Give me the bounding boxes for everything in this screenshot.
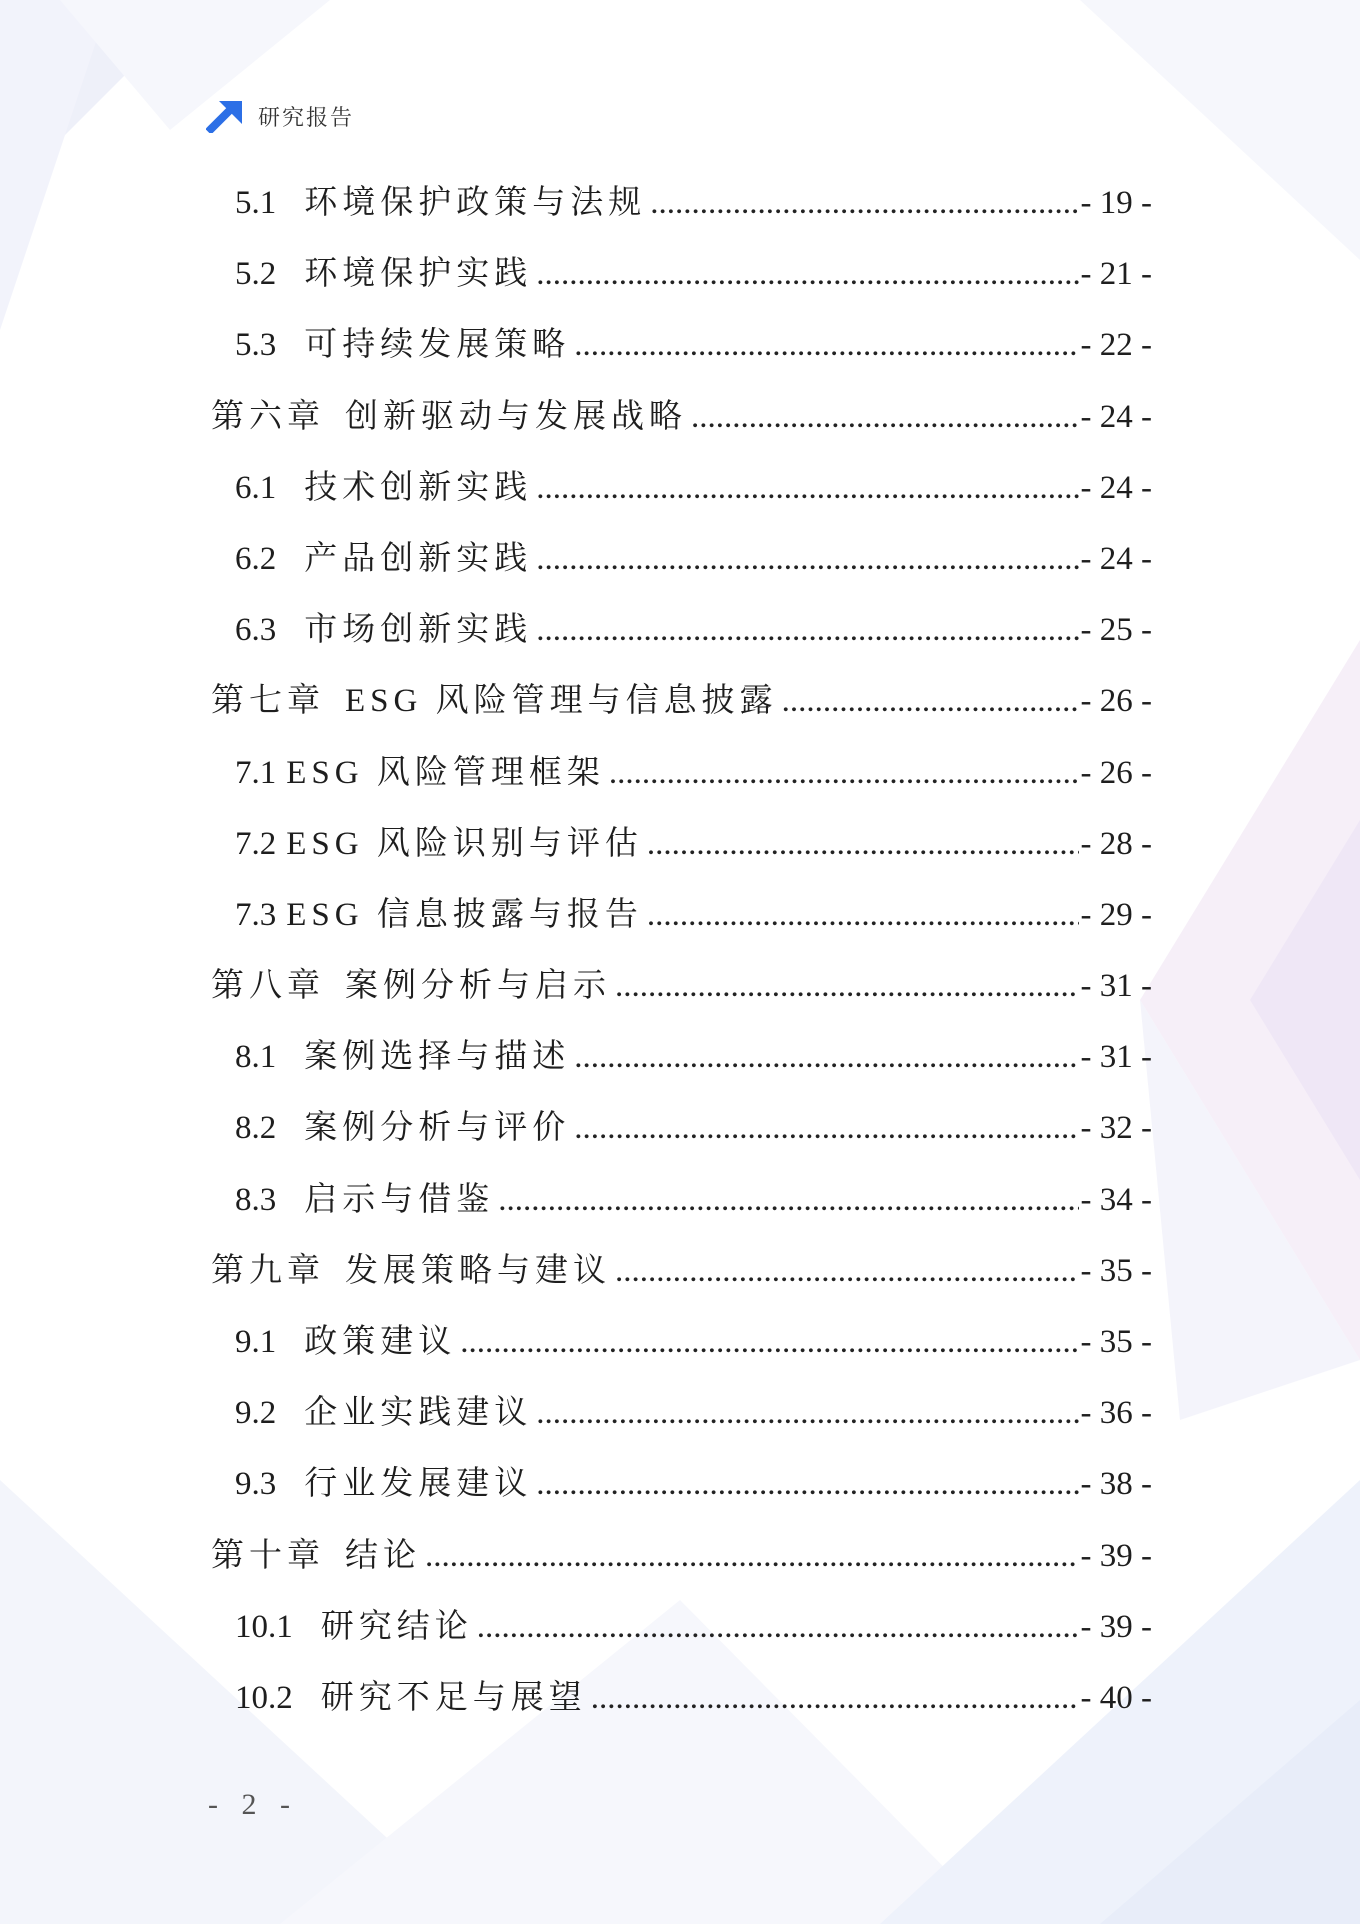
toc-entry-title: ESG 风险管理框架 bbox=[286, 754, 605, 791]
toc-section-entry bbox=[211, 738, 1152, 809]
dot-leader bbox=[609, 738, 1079, 809]
dot-leader bbox=[615, 1236, 1079, 1307]
toc-chapter-entry bbox=[211, 666, 1152, 737]
toc-section-entry bbox=[211, 1663, 1152, 1734]
toc-section-entry bbox=[211, 453, 1152, 524]
dot-leader bbox=[591, 1663, 1079, 1734]
toc-chapter-entry bbox=[211, 1236, 1152, 1307]
toc-entry-page-number: - 31 - bbox=[1080, 968, 1152, 1005]
arrow-logo-icon bbox=[206, 99, 244, 133]
toc-entry-page-number: - 40 - bbox=[1080, 1679, 1152, 1716]
toc-entry-page-number: - 32 - bbox=[1080, 1110, 1152, 1147]
dot-leader bbox=[647, 809, 1079, 880]
dot-leader bbox=[536, 1449, 1078, 1520]
toc-entry-page-number: - 31 - bbox=[1080, 1039, 1152, 1076]
toc-chapter-entry bbox=[211, 382, 1152, 453]
dot-leader bbox=[647, 880, 1079, 951]
toc-entry-page-number: - 39 - bbox=[1080, 1537, 1152, 1574]
report-title: 研究报告 bbox=[258, 105, 355, 131]
toc-entry-page-number: - 26 - bbox=[1080, 683, 1152, 720]
toc-section-entry bbox=[211, 1378, 1152, 1449]
toc-entry-page-number: - 35 - bbox=[1080, 1252, 1152, 1289]
dot-leader bbox=[691, 382, 1079, 453]
dot-leader bbox=[574, 310, 1078, 381]
toc-entry-number: 8.3 bbox=[235, 1181, 277, 1218]
toc-entry-title: 案例分析与评价 bbox=[304, 1110, 571, 1147]
toc-chapter-entry bbox=[211, 1521, 1152, 1592]
toc-entry-page-number: - 39 - bbox=[1080, 1608, 1152, 1645]
toc-entry-title: 结论 bbox=[345, 1537, 421, 1574]
toc-entry-title: 产品创新实践 bbox=[304, 540, 533, 577]
toc-entry-number: 9.3 bbox=[235, 1466, 277, 1503]
toc-entry-title: ESG 风险管理与信息披露 bbox=[345, 683, 778, 720]
toc-entry-title: 企业实践建议 bbox=[304, 1395, 533, 1432]
toc-entry-page-number: - 24 - bbox=[1080, 469, 1152, 506]
toc-section-entry bbox=[211, 809, 1152, 880]
toc-entry-number: 6.2 bbox=[235, 540, 277, 577]
toc-section-entry bbox=[211, 595, 1152, 666]
toc-entry-number: 10.1 bbox=[235, 1608, 293, 1645]
toc-entry-title: 创新驱动与发展战略 bbox=[345, 398, 687, 435]
dot-leader bbox=[536, 524, 1078, 595]
toc-entry-title: 市场创新实践 bbox=[304, 612, 533, 649]
toc-entry-number: 8.1 bbox=[235, 1039, 277, 1076]
toc-entry-title: 案例分析与启示 bbox=[345, 968, 611, 1005]
toc-entry-page-number: - 34 - bbox=[1080, 1181, 1152, 1218]
toc-section-entry bbox=[211, 1022, 1152, 1093]
toc-entry-number: 7.1 bbox=[235, 754, 277, 791]
toc-entry-page-number: - 26 - bbox=[1080, 754, 1152, 791]
toc-section-entry bbox=[211, 1592, 1152, 1663]
dot-leader bbox=[615, 951, 1079, 1022]
toc-section-entry bbox=[211, 524, 1152, 595]
toc-section-entry bbox=[211, 1449, 1152, 1520]
toc-entry-title: 环境保护实践 bbox=[304, 256, 533, 293]
toc-entry-page-number: - 19 - bbox=[1080, 185, 1152, 221]
toc-entry-page-number: - 36 - bbox=[1080, 1395, 1152, 1432]
toc-section-entry bbox=[211, 1165, 1152, 1236]
toc-entry-page-number: - 29 - bbox=[1080, 896, 1152, 933]
toc-section-entry bbox=[211, 880, 1152, 951]
toc-entry-number: 5.3 bbox=[235, 327, 277, 364]
dot-leader bbox=[536, 453, 1078, 524]
toc-entry-number: 7.3 bbox=[235, 896, 277, 933]
dot-leader bbox=[425, 1521, 1079, 1592]
toc-entry-title: 技术创新实践 bbox=[304, 469, 533, 506]
dot-leader bbox=[574, 1093, 1078, 1164]
toc-entry-title: ESG 信息披露与报告 bbox=[286, 896, 643, 933]
dot-leader bbox=[460, 1307, 1078, 1378]
toc-entry-title: 研究不足与展望 bbox=[320, 1679, 587, 1716]
dot-leader bbox=[536, 595, 1078, 666]
toc-section-entry bbox=[211, 239, 1152, 310]
toc-entry-number: 第八章 bbox=[211, 968, 325, 1005]
toc-entry-number: 5.1 bbox=[235, 185, 277, 221]
toc-section-entry bbox=[211, 310, 1152, 381]
toc-entry-title: 发展策略与建议 bbox=[345, 1252, 611, 1289]
toc-entry-title: 案例选择与描述 bbox=[304, 1039, 571, 1076]
toc-section-entry bbox=[211, 168, 1152, 239]
toc-section-entry bbox=[211, 1093, 1152, 1164]
toc-entry-number: 10.2 bbox=[235, 1679, 293, 1716]
toc-entry-page-number: - 25 - bbox=[1080, 612, 1152, 649]
toc-entry-number: 6.3 bbox=[235, 612, 277, 649]
toc-entry-title: 研究结论 bbox=[320, 1608, 473, 1645]
dot-leader bbox=[650, 168, 1078, 239]
toc-entry-page-number: - 24 - bbox=[1080, 540, 1152, 577]
toc-entry-title: ESG 风险识别与评估 bbox=[286, 825, 643, 862]
page-number: - 2 - bbox=[208, 1788, 298, 1821]
toc-entry-number: 第七章 bbox=[211, 683, 325, 720]
toc-entry-page-number: - 28 - bbox=[1080, 825, 1152, 862]
toc-entry-number: 第六章 bbox=[211, 398, 325, 435]
report-header bbox=[206, 99, 354, 133]
toc-entry-page-number: - 22 - bbox=[1080, 327, 1152, 364]
dot-leader bbox=[574, 1022, 1078, 1093]
toc-entry-number: 9.2 bbox=[235, 1395, 277, 1432]
toc-entry-number: 5.2 bbox=[235, 256, 277, 293]
toc-entry-number: 6.1 bbox=[235, 469, 277, 506]
dot-leader bbox=[477, 1592, 1079, 1663]
toc-entry-number: 7.2 bbox=[235, 825, 277, 862]
dot-leader bbox=[782, 666, 1079, 737]
toc-entry-page-number: - 38 - bbox=[1080, 1466, 1152, 1503]
toc-section-entry bbox=[211, 1307, 1152, 1378]
dot-leader bbox=[536, 239, 1078, 310]
toc-entry-page-number: - 24 - bbox=[1080, 398, 1152, 435]
toc-entry-number: 第十章 bbox=[211, 1537, 325, 1574]
toc-entry-page-number: - 35 - bbox=[1080, 1324, 1152, 1360]
toc-entry-title: 政策建议 bbox=[304, 1324, 457, 1360]
table-of-contents bbox=[211, 168, 1152, 1734]
toc-entry-title: 可持续发展策略 bbox=[304, 327, 571, 364]
toc-entry-page-number: - 21 - bbox=[1080, 256, 1152, 293]
toc-entry-title: 启示与借鉴 bbox=[304, 1181, 495, 1218]
dot-leader bbox=[536, 1378, 1078, 1449]
toc-entry-number: 8.2 bbox=[235, 1110, 277, 1147]
toc-entry-number: 9.1 bbox=[235, 1324, 277, 1360]
dot-leader bbox=[498, 1165, 1078, 1236]
toc-chapter-entry bbox=[211, 951, 1152, 1022]
toc-entry-number: 第九章 bbox=[211, 1252, 325, 1289]
toc-entry-title: 环境保护政策与法规 bbox=[304, 185, 647, 221]
toc-entry-title: 行业发展建议 bbox=[304, 1466, 533, 1503]
